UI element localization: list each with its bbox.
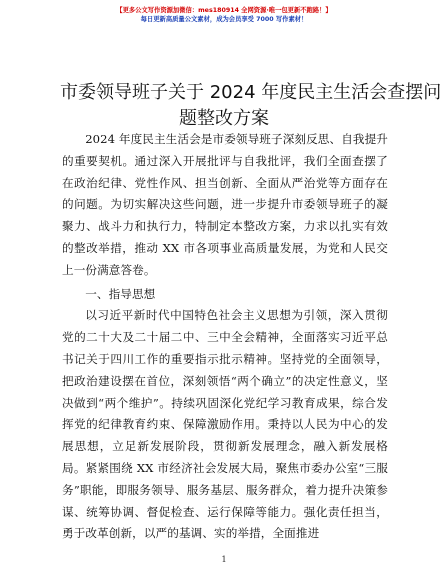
body-paragraph: 以习近平新时代中国特色社会主义思想为引领，深入贯彻党的二十大及二十届二中、三中全会精神，全面落实习近平总书记关于四川工作的重要指示批示精神。坚持党的全面领导，把政治建设摆在首位，深刻领悟“两个确立”的决定性意义，坚决做到“两个维护”。持续巩固深化党纪学习教育成果，综合发挥党的纪律教育约束、保障激励作用。秉持以人民为中心的发展思想，立足新发展阶段，贯彻新发展理念，融入新发展格局。紧紧围绕 XX 市经济社会发展大局，聚焦市委办公室“三服务”职能，即服务领导、服务基层、服务群众，着力提升决策参谋、统筹协调、督促检查、运行保障等能力。强化责任担当，勇于改革创新，以严的基调、实的举措，全面推进 bbox=[62, 308, 388, 541]
document-title bbox=[60, 80, 442, 132]
promo-banner bbox=[0, 6, 448, 24]
intro-paragraph: 2024 年度民主生活会是市委领导班子深刻反思、自我提升的重要契机。通过深入开展批评与自我批评，我们全面查摆了在政治纪律、党性作风、担当创新、全面从严治党等方面存在的问题。为切实解决这些问题，进一步提升市委领导班子的凝聚力、战斗力和执行力，特制定本整改方案，力求以扎实有效的整改举措，推动 XX 市各项事业高质量发展，为党和人民交上一份满意答卷。 bbox=[62, 132, 388, 277]
document-title-line-1: 市委领导班子关于 2024 年度民主生活会查摆问 bbox=[60, 82, 442, 103]
page-number: 1 bbox=[221, 555, 227, 564]
promo-banner-line-2: 每日更新高质量公文素材，成为会员享受 7000 写作素材！ bbox=[140, 16, 308, 23]
promo-banner-line-1: 【更多公文写作资源加微信：mes180914 全网资源·唯一包更新不跑路！】 bbox=[116, 7, 332, 14]
document-title-line-2: 题整改方案 bbox=[179, 108, 269, 129]
section-heading: 一、指导思想 bbox=[85, 286, 156, 301]
document-body bbox=[62, 129, 388, 545]
